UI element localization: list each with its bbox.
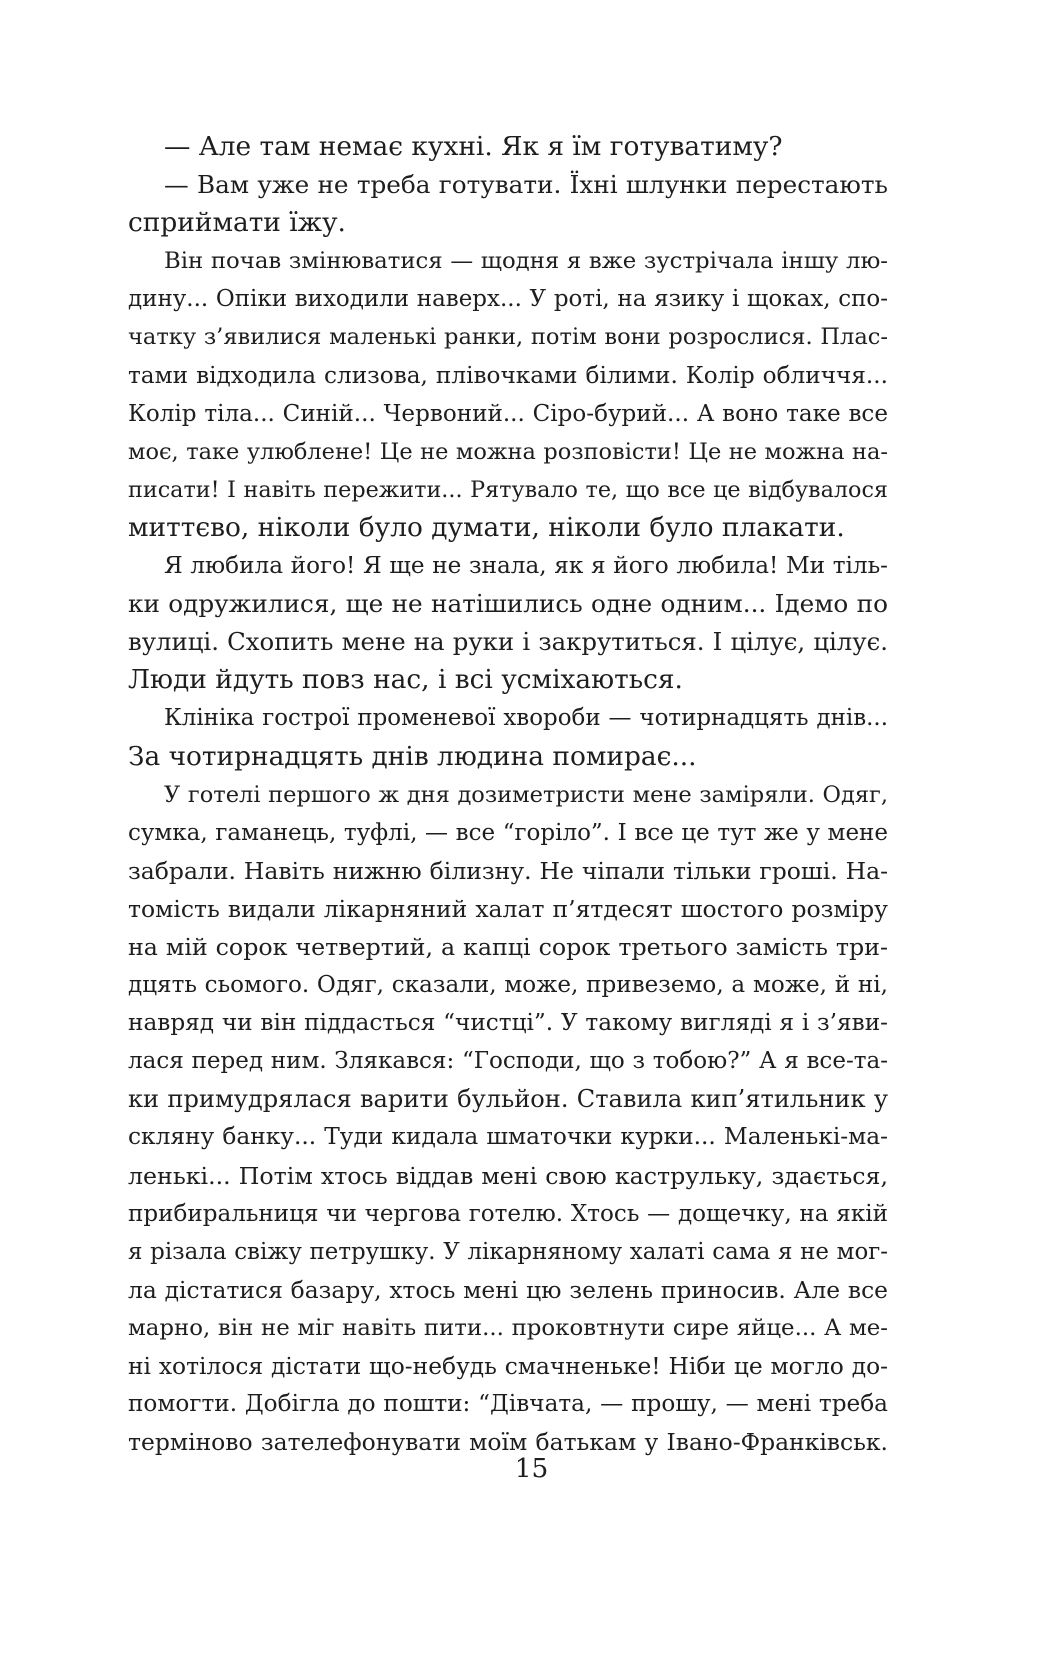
text-line: тами відходила слизова, плівочками білими. Колір обличчя... xyxy=(128,362,888,389)
text-line: забрали. Навіть нижню білизну. Не чіпали тільки гроші. На- xyxy=(128,856,888,885)
text-line: навряд чи він піддасться “чистці”. У такому вигляді я і з’яви- xyxy=(128,1009,888,1037)
text-line: ленькі... Потім хтось віддав мені свою каструльку, здається, xyxy=(128,1161,888,1190)
text-line: я різала свіжу петрушку. У лікарняному халаті сама я не мог- xyxy=(128,1238,888,1265)
text-line: марно, він не міг навіть пити... проковтнути сире яйце... А ме- xyxy=(128,1314,888,1341)
paragraph xyxy=(128,547,888,699)
text-line: дину... Опіки виходили наверх... У роті, на язику і щоках, спо- xyxy=(128,286,888,313)
text-line: сумка, гаманець, туфлі, — все “горіло”. І все це тут же у мене xyxy=(128,819,888,846)
text-line: сприймати їжу. xyxy=(128,207,346,239)
text-line: ки одружилися, ще не натішились одне одним... Ідемо по xyxy=(128,589,888,619)
text-line: — Але там немає кухні. Як я їм готуватиму? xyxy=(164,131,783,162)
text-line: ні хотілося дістати що-небудь смачненьке! Ніби це могло до- xyxy=(128,1352,888,1380)
text-line: Клініка гострої променевої хвороби — чотирнадцять днів... xyxy=(164,705,888,732)
body-text xyxy=(128,128,888,1461)
text-line: Люди йдуть повз нас, і всі усміхаються. xyxy=(128,664,683,696)
text-line: Колір тіла... Синій... Червоний... Сіро-бурий... А воно таке все xyxy=(128,400,888,427)
text-line: — Вам уже не треба готувати. Їхні шлунки перестають xyxy=(164,170,888,200)
text-line: дцять сьомого. Одяг, сказали, може, привеземо, а може, й ні, xyxy=(128,972,888,999)
text-line: на мій сорок четвертий, а капці сорок третього замість три- xyxy=(128,932,888,961)
text-line: За чотирнадцять днів людина помирає... xyxy=(128,740,697,772)
text-line: чатку з’явилися маленькі ранки, потім вони розрослися. Плас- xyxy=(128,324,888,351)
text-line: ки примудрялася варити бульйон. Ставила кип’ятильник у xyxy=(128,1085,888,1114)
text-line: моє, таке улюблене! Це не можна розповісти! Це не можна на- xyxy=(128,438,888,465)
text-line: Я любила його! Я ще не знала, як я його любила! Ми тіль- xyxy=(164,553,888,580)
text-line: помогти. Добігла до пошти: “Дівчата, — прошу, — мені треба xyxy=(128,1391,888,1418)
text-line: миттєво, ніколи було думати, ніколи було плакати. xyxy=(128,511,845,543)
paragraph xyxy=(128,128,888,166)
page-number: 15 xyxy=(514,1453,549,1484)
text-line: У готелі першого ж дня дозиметристи мене заміряли. Одяг, xyxy=(164,781,888,808)
paragraph xyxy=(128,699,888,775)
paragraph xyxy=(128,242,888,547)
text-line: терміново зателефонувати моїм батькам у Івано-Франківськ. xyxy=(128,1428,888,1457)
text-line: томість видали лікарняний халат п’ятдесят шостого розміру xyxy=(128,894,888,923)
paragraph xyxy=(128,776,888,1462)
text-line: лася перед ним. Злякався: “Господи, що з тобою?” А я все-та- xyxy=(128,1048,888,1075)
text-line: скляну банку... Туди кидала шматочки курки... Маленькі-ма- xyxy=(128,1123,888,1151)
text-line: писати! І навіть пережити... Рятувало те, що все це відбувалося xyxy=(128,476,888,503)
text-line: ла дістатися базару, хтось мені цю зелень приносив. Але все xyxy=(128,1275,888,1304)
text-line: прибиральниця чи чергова готелю. Хтось — дощечку, на якій xyxy=(128,1200,888,1227)
paragraph xyxy=(128,166,888,242)
text-line: вулиці. Схопить мене на руки і закрутиться. І цілує, цілує. xyxy=(128,627,888,657)
text-line: Він почав змінюватися — щодня я вже зустрічала іншу лю- xyxy=(164,248,888,275)
